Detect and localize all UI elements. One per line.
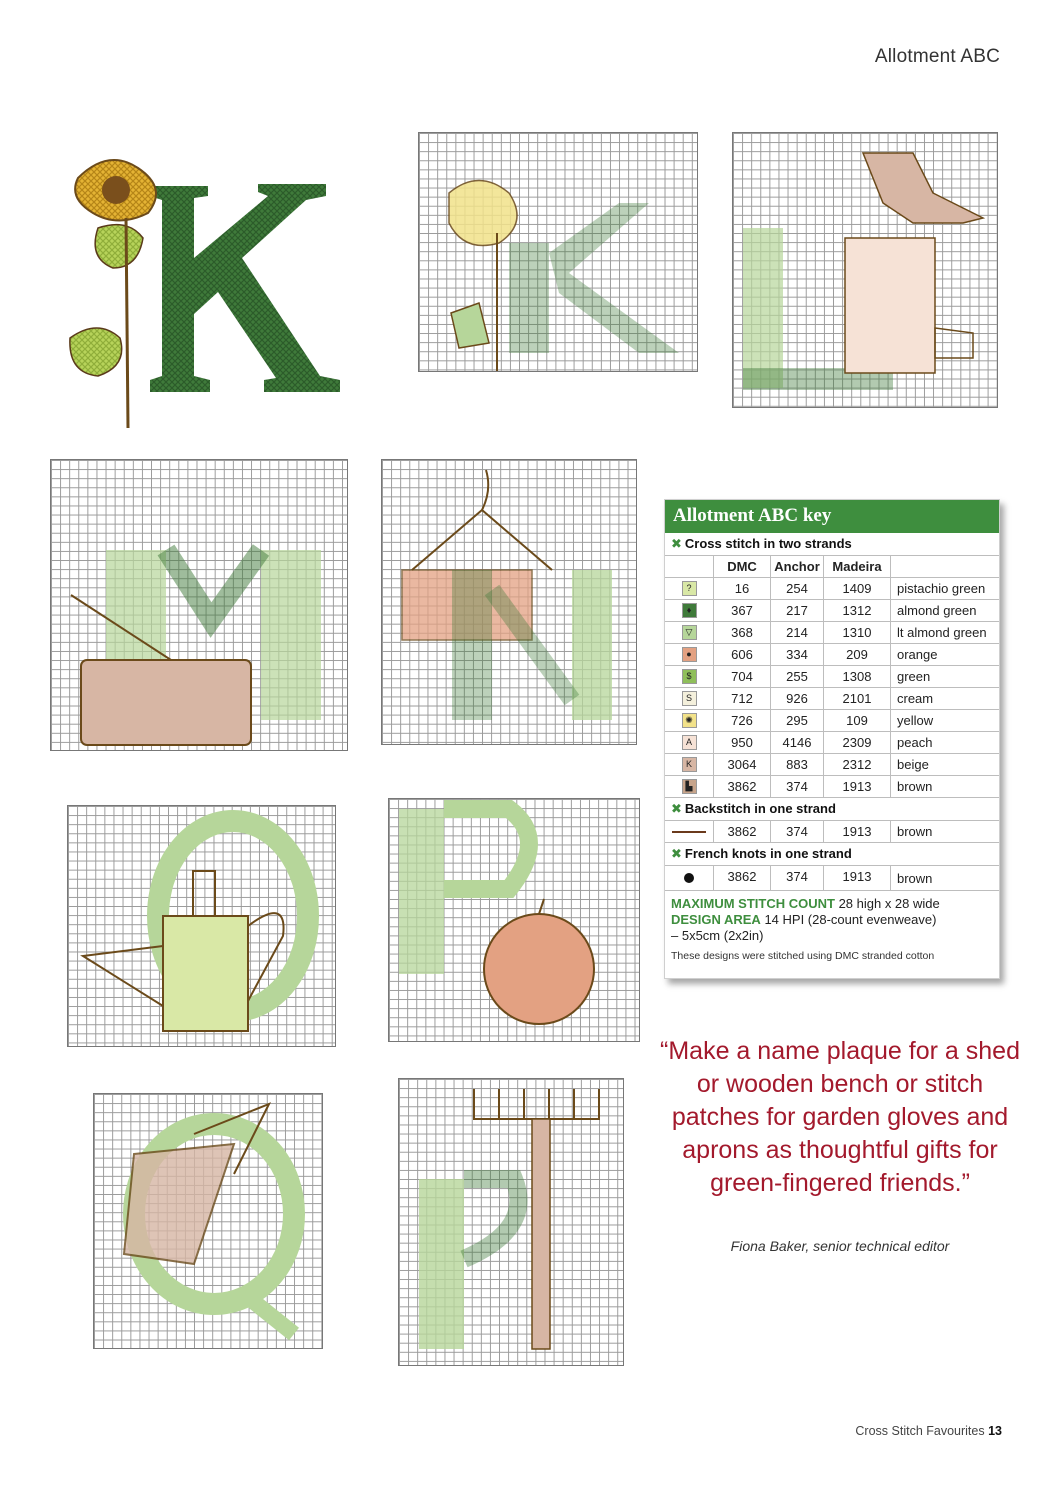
page-section-title: Allotment ABC [874, 46, 1000, 67]
chart-l [732, 132, 998, 408]
backstitch-row: 3862 374 1913 brown [665, 821, 999, 843]
cross-mark-icon: ✖ [671, 846, 682, 861]
page-footer [855, 1424, 1002, 1438]
backstitch-line-icon [672, 829, 706, 835]
chart-n [381, 459, 637, 745]
thread-symbol-icon: $ [682, 669, 697, 684]
thread-row: K 3064 883 2312 beige [665, 754, 999, 776]
chart-o [67, 805, 336, 1047]
french-knot-row: 3862 374 1913 brown [665, 866, 999, 891]
thread-symbol-icon: S [682, 691, 697, 706]
design-area: DESIGN AREA 14 HPI (28-count evenweave) [671, 912, 937, 927]
chart-k [418, 132, 698, 372]
backstitch-heading: ✖ Backstitch in one strand [665, 798, 999, 821]
french-knots-heading: ✖ French knots in one strand [665, 843, 999, 866]
cross-mark-icon: ✖ [671, 801, 682, 816]
thread-symbol-icon: ✺ [682, 713, 697, 728]
thread-row: ▙ 3862 374 1913 brown [665, 776, 999, 798]
design-area-size: – 5x5cm (2x2in) [671, 928, 764, 943]
max-stitch-count: MAXIMUM STITCH COUNT 28 high x 28 wide [671, 896, 940, 911]
thread-symbol-icon: K [682, 757, 697, 772]
key-column-headers: DMC Anchor Madeira [665, 556, 999, 578]
chart-r [398, 1078, 624, 1366]
thread-row: ♦ 367 217 1312 almond green [665, 600, 999, 622]
french-knot-icon [683, 872, 695, 884]
key-title: Allotment ABC key [665, 500, 999, 533]
publication-name: Cross Stitch Favourites [855, 1424, 985, 1438]
thread-symbol-icon: ▙ [682, 779, 697, 794]
thread-row: A 950 4146 2309 peach [665, 732, 999, 754]
thread-row: $ 704 255 1308 green [665, 666, 999, 688]
thread-symbol-icon: A [682, 735, 697, 750]
chart-m [50, 459, 348, 751]
thread-row: ? 16 254 1409 pistachio green [665, 578, 999, 600]
thread-row: ▽ 368 214 1310 lt almond green [665, 622, 999, 644]
quote-attribution: Fiona Baker, senior technical editor [730, 1238, 950, 1254]
thread-key-panel [664, 499, 1000, 979]
thread-row: S 712 926 2101 cream [665, 688, 999, 710]
pull-quote: “Make a name plaque for a shed or wooden bench or stitch patches for garden gloves and aprons as thoughtful gifts for green-fingered friends.” [660, 1037, 1020, 1197]
thread-symbol-icon: ? [682, 581, 697, 596]
thread-row: ● 606 334 209 orange [665, 644, 999, 666]
thread-symbol-icon: ● [682, 647, 697, 662]
thread-symbol-icon: ▽ [682, 625, 697, 640]
stitched-letter-k-photo [58, 118, 378, 438]
chart-q [93, 1093, 323, 1349]
thread-symbol-icon: ♦ [682, 603, 697, 618]
thread-row: ✺ 726 295 109 yellow [665, 710, 999, 732]
cross-stitch-heading: ✖ Cross stitch in two strands [665, 533, 999, 556]
page-number: 13 [988, 1424, 1002, 1438]
cross-mark-icon: ✖ [671, 536, 682, 551]
chart-p [388, 798, 640, 1042]
thread-note: These designs were stitched using DMC stranded cotton [671, 950, 935, 962]
